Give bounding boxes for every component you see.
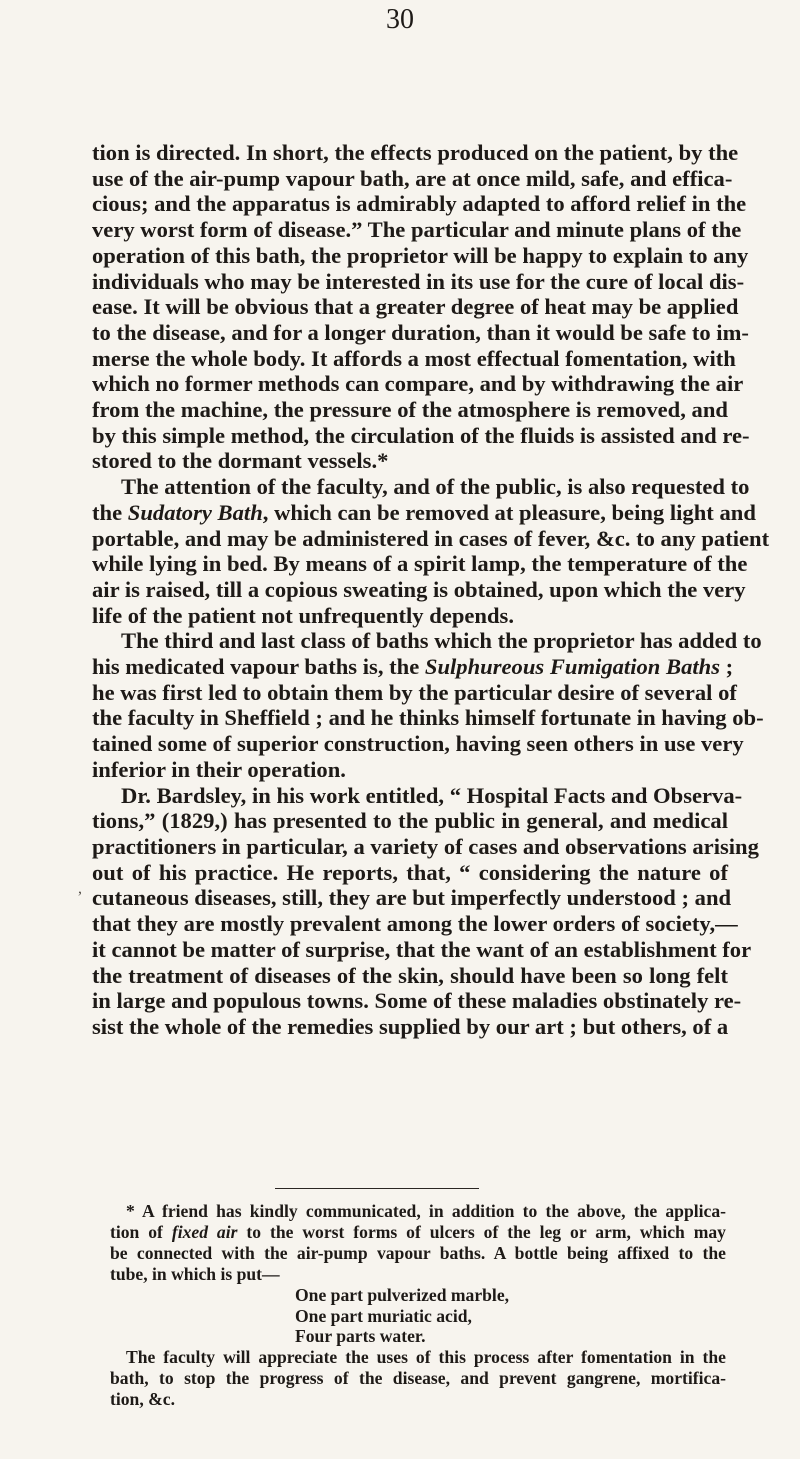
text-line: the treatment of diseases of the skin, should have been so long felt (92, 962, 728, 988)
footnote-line: be connected with the air-pump vapour baths. A bottle being affixed to the (110, 1242, 726, 1263)
text-line: sist the whole of the remedies supplied by our art ; but others, of a (92, 1013, 729, 1039)
text-line: cious; and the apparatus is admirably adapted to afford relief in the (92, 191, 747, 217)
footnote-line: tube, in which is put— (110, 1263, 280, 1284)
footnote-line: tion of fixed air to the worst forms of ulcers of the leg or arm, which may (110, 1221, 726, 1242)
text-line: in large and populous towns. Some of these maladies obstinately re- (92, 988, 742, 1014)
text-line: operation of this bath, the proprietor will be happy to explain to any (92, 242, 749, 268)
text-line: to the disease, and for a longer duration, than it would be safe to im- (92, 319, 749, 345)
recipe-line: One part muriatic acid, (295, 1305, 472, 1326)
text-line: The third and last class of baths which the proprietor has added to (121, 628, 762, 654)
text-line: he was first led to obtain them by the particular desire of several of (92, 679, 737, 705)
text-line: Dr. Bardsley, in his work entitled, “ Hospital Facts and Observa- (121, 782, 743, 808)
text-line: tained some of superior construction, having seen others in use very (92, 731, 744, 757)
text-line: merse the whole body. It affords a most effectual fomentation, with (92, 345, 736, 371)
text-line: it cannot be matter of surprise, that the want of an establishment for (92, 936, 752, 962)
text-line: air is raised, till a copious sweating is obtained, upon which the very (92, 576, 746, 602)
footnote-line: * A friend has kindly communicated, in addition to the above, the applica- (126, 1201, 726, 1221)
text-line: The attention of the faculty, and of the public, is also requested to (121, 474, 750, 500)
margin-mark: , (78, 880, 82, 897)
text-line: the Sudatory Bath, which can be removed at pleasure, being light and (92, 499, 756, 525)
text-line: which no former methods can compare, and by withdrawing the air (92, 371, 744, 397)
paragraph-1 (92, 140, 750, 474)
paragraph-4 (92, 782, 759, 1040)
footnote (110, 1201, 726, 1410)
main-text (92, 140, 770, 1040)
text-line: use of the air-pump vapour bath, are at once mild, safe, and effica- (92, 165, 733, 191)
footnote-rule (275, 1188, 479, 1189)
text-line: his medicated vapour baths is, the Sulphureous Fumigation Baths ; (92, 654, 734, 680)
text-line: tions,” (1829,) has presented to the public in general, and medical (92, 808, 728, 834)
text-line: inferior in their operation. (92, 756, 346, 782)
text-line: tion is directed. In short, the effects produced on the patient, by the (92, 140, 739, 165)
text-line: ease. It will be obvious that a greater degree of heat may be applied (92, 294, 739, 320)
text-line: individuals who may be interested in its use for the cure of local dis- (92, 268, 745, 294)
text-line: that they are mostly prevalent among the lower orders of society,— (92, 911, 738, 937)
text-line: very worst form of disease.” The particular and minute plans of the (92, 217, 742, 243)
text-line: cutaneous diseases, still, they are but imperfectly understood ; and (92, 885, 732, 911)
footnote-line: tion, &c. (110, 1389, 175, 1410)
text-line: portable, and may be administered in cases of fever, &c. to any patient (92, 525, 770, 551)
text-line: practitioners in particular, a variety of cases and observations arising (92, 833, 759, 859)
text-line: stored to the dormant vessels.* (92, 448, 389, 474)
italic-phrase: fixed air (171, 1221, 238, 1242)
recipe-line: Four parts water. (295, 1326, 426, 1347)
text-line: while lying in bed. By means of a spirit lamp, the temperature of the (92, 551, 748, 577)
text-line: out of his practice. He reports, that, “ considering the nature of (92, 859, 728, 885)
text-line: by this simple method, the circulation of the fluids is assisted and re- (92, 422, 750, 448)
text-line: the faculty in Sheffield ; and he thinks himself fortunate in having ob- (92, 705, 764, 731)
footnote-line: bath, to stop the progress of the disease, and prevent gangrene, mortifica- (110, 1368, 726, 1389)
paragraph-3 (92, 628, 764, 782)
page-number: 30 (386, 4, 414, 35)
italic-phrase: Sulphureous Fumigation Baths (424, 654, 720, 680)
recipe-line: One part pulverized marble, (295, 1284, 510, 1305)
italic-phrase: Sudatory Bath (127, 499, 263, 525)
paragraph-2 (92, 474, 770, 628)
text-line: life of the patient not unfrequently depends. (92, 602, 514, 628)
text-line: from the machine, the pressure of the atmosphere is removed, and (92, 397, 728, 423)
footnote-line: The faculty will appreciate the uses of this process after fomentation in the (126, 1347, 726, 1368)
